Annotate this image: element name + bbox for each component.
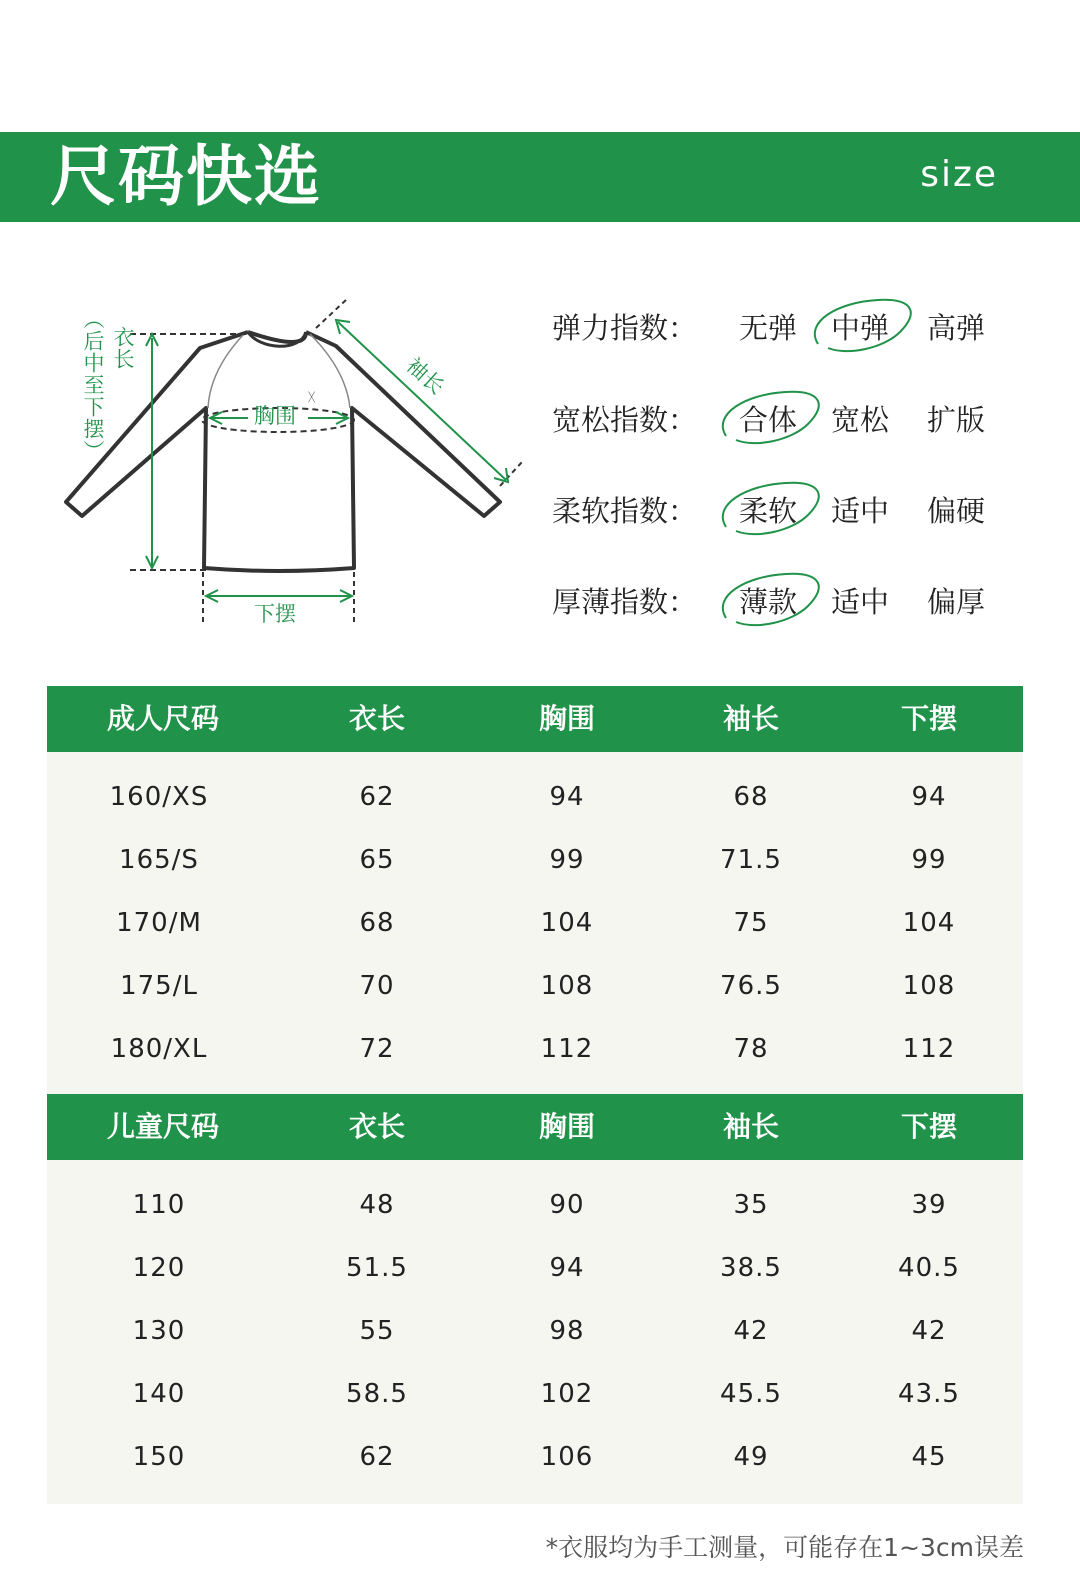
table-cell: 108 — [540, 971, 594, 1001]
table-cell: 112 — [540, 1034, 594, 1064]
length-label: 衣长 — [111, 326, 135, 370]
garment-diagram — [60, 290, 540, 640]
column-header: 衣长 — [348, 1110, 405, 1143]
index-label: 厚薄指数： — [552, 585, 698, 619]
table-cell: 35 — [733, 1190, 769, 1220]
index-option: 高弹 — [926, 311, 985, 345]
table-cell: 94 — [549, 782, 585, 812]
length-note-label: （后中至下摆） — [81, 308, 105, 462]
title-banner — [0, 132, 1080, 222]
table-cell: 45 — [911, 1442, 947, 1472]
table-cell: 175/L — [120, 971, 198, 1001]
table-cell: 48 — [359, 1190, 395, 1220]
selection-circle-icon — [716, 374, 826, 458]
index-option: 宽松 — [830, 403, 889, 437]
page-title: 尺码快选 — [50, 138, 322, 215]
table-cell: 106 — [540, 1442, 594, 1472]
table-cell: 58.5 — [346, 1379, 408, 1409]
table-cell: 140 — [132, 1379, 186, 1409]
index-label: 宽松指数： — [552, 403, 698, 437]
adult-table-body — [47, 752, 1023, 1094]
index-option: 偏厚 — [926, 585, 985, 619]
index-row — [552, 390, 1012, 440]
table-cell: 68 — [359, 908, 395, 938]
index-option-selected: 柔软 — [732, 489, 804, 530]
index-option-selected: 合体 — [732, 398, 804, 439]
column-header: 衣长 — [348, 702, 405, 735]
table-cell: 130 — [132, 1316, 186, 1346]
table-cell: 62 — [359, 782, 395, 812]
table-cell: 39 — [911, 1190, 947, 1220]
table-cell: 68 — [733, 782, 769, 812]
table-cell: 40.5 — [898, 1253, 960, 1283]
table-cell: 43.5 — [898, 1379, 960, 1409]
table-cell: 78 — [733, 1034, 769, 1064]
table-cell: 104 — [902, 908, 956, 938]
table-cell: 150 — [132, 1442, 186, 1472]
column-header: 儿童尺码 — [106, 1110, 219, 1143]
table-cell: 110 — [132, 1190, 186, 1220]
table-cell: 51.5 — [346, 1253, 408, 1283]
column-header: 成人尺码 — [106, 702, 219, 735]
column-header: 下摆 — [900, 1110, 957, 1143]
selection-circle-icon — [716, 556, 826, 640]
adult-table-header — [47, 686, 1023, 752]
table-cell: 102 — [540, 1379, 594, 1409]
table-cell: 160/XS — [109, 782, 209, 812]
index-label: 柔软指数： — [552, 494, 698, 528]
table-cell: 165/S — [119, 845, 199, 875]
measurement-footnote: *衣服均为手工测量，可能存在1~3cm误差 — [545, 1533, 1024, 1562]
index-label: 弹力指数： — [552, 311, 698, 345]
kids-table-header — [47, 1094, 1023, 1160]
selection-circle-icon — [808, 282, 918, 366]
table-cell: 112 — [902, 1034, 956, 1064]
index-row — [552, 572, 1012, 622]
column-header: 胸围 — [538, 1110, 595, 1143]
table-cell: 104 — [540, 908, 594, 938]
column-header: 胸围 — [538, 702, 595, 735]
table-cell: 90 — [549, 1190, 585, 1220]
table-cell: 99 — [911, 845, 947, 875]
table-cell: 72 — [359, 1034, 395, 1064]
table-cell: 71.5 — [720, 845, 782, 875]
table-cell: 180/XL — [110, 1034, 208, 1064]
index-option-selected: 薄款 — [732, 580, 804, 621]
page-subtitle: size — [920, 154, 998, 195]
kids-table-body — [47, 1160, 1023, 1504]
table-cell: 42 — [911, 1316, 947, 1346]
table-cell: 75 — [733, 908, 769, 938]
column-header: 袖长 — [722, 702, 779, 735]
table-cell: 42 — [733, 1316, 769, 1346]
table-cell: 94 — [549, 1253, 585, 1283]
table-cell: 62 — [359, 1442, 395, 1472]
index-row — [552, 481, 1012, 531]
sleeve-label: 袖长 — [401, 353, 449, 400]
selection-circle-icon — [716, 465, 826, 549]
column-header: 下摆 — [900, 702, 957, 735]
table-cell: 49 — [733, 1442, 769, 1472]
table-cell: 170/M — [116, 908, 202, 938]
table-cell: 99 — [549, 845, 585, 875]
logo-mark-icon: ᚷ — [308, 390, 316, 404]
table-cell: 76.5 — [720, 971, 782, 1001]
chest-label: 胸围 — [254, 404, 296, 428]
table-cell: 98 — [549, 1316, 585, 1346]
index-option-selected: 中弹 — [824, 306, 896, 347]
index-option: 适中 — [830, 585, 889, 619]
table-cell: 65 — [359, 845, 395, 875]
table-cell: 120 — [132, 1253, 186, 1283]
table-cell: 55 — [359, 1316, 395, 1346]
index-option: 无弹 — [738, 311, 797, 345]
index-option: 适中 — [830, 494, 889, 528]
index-row — [552, 298, 1012, 348]
index-option: 扩版 — [926, 403, 985, 437]
index-option: 偏硬 — [926, 494, 985, 528]
table-cell: 45.5 — [720, 1379, 782, 1409]
table-cell: 94 — [911, 782, 947, 812]
table-cell: 108 — [902, 971, 956, 1001]
table-cell: 38.5 — [720, 1253, 782, 1283]
hem-label: 下摆 — [254, 602, 296, 626]
table-cell: 70 — [359, 971, 395, 1001]
column-header: 袖长 — [722, 1110, 779, 1143]
